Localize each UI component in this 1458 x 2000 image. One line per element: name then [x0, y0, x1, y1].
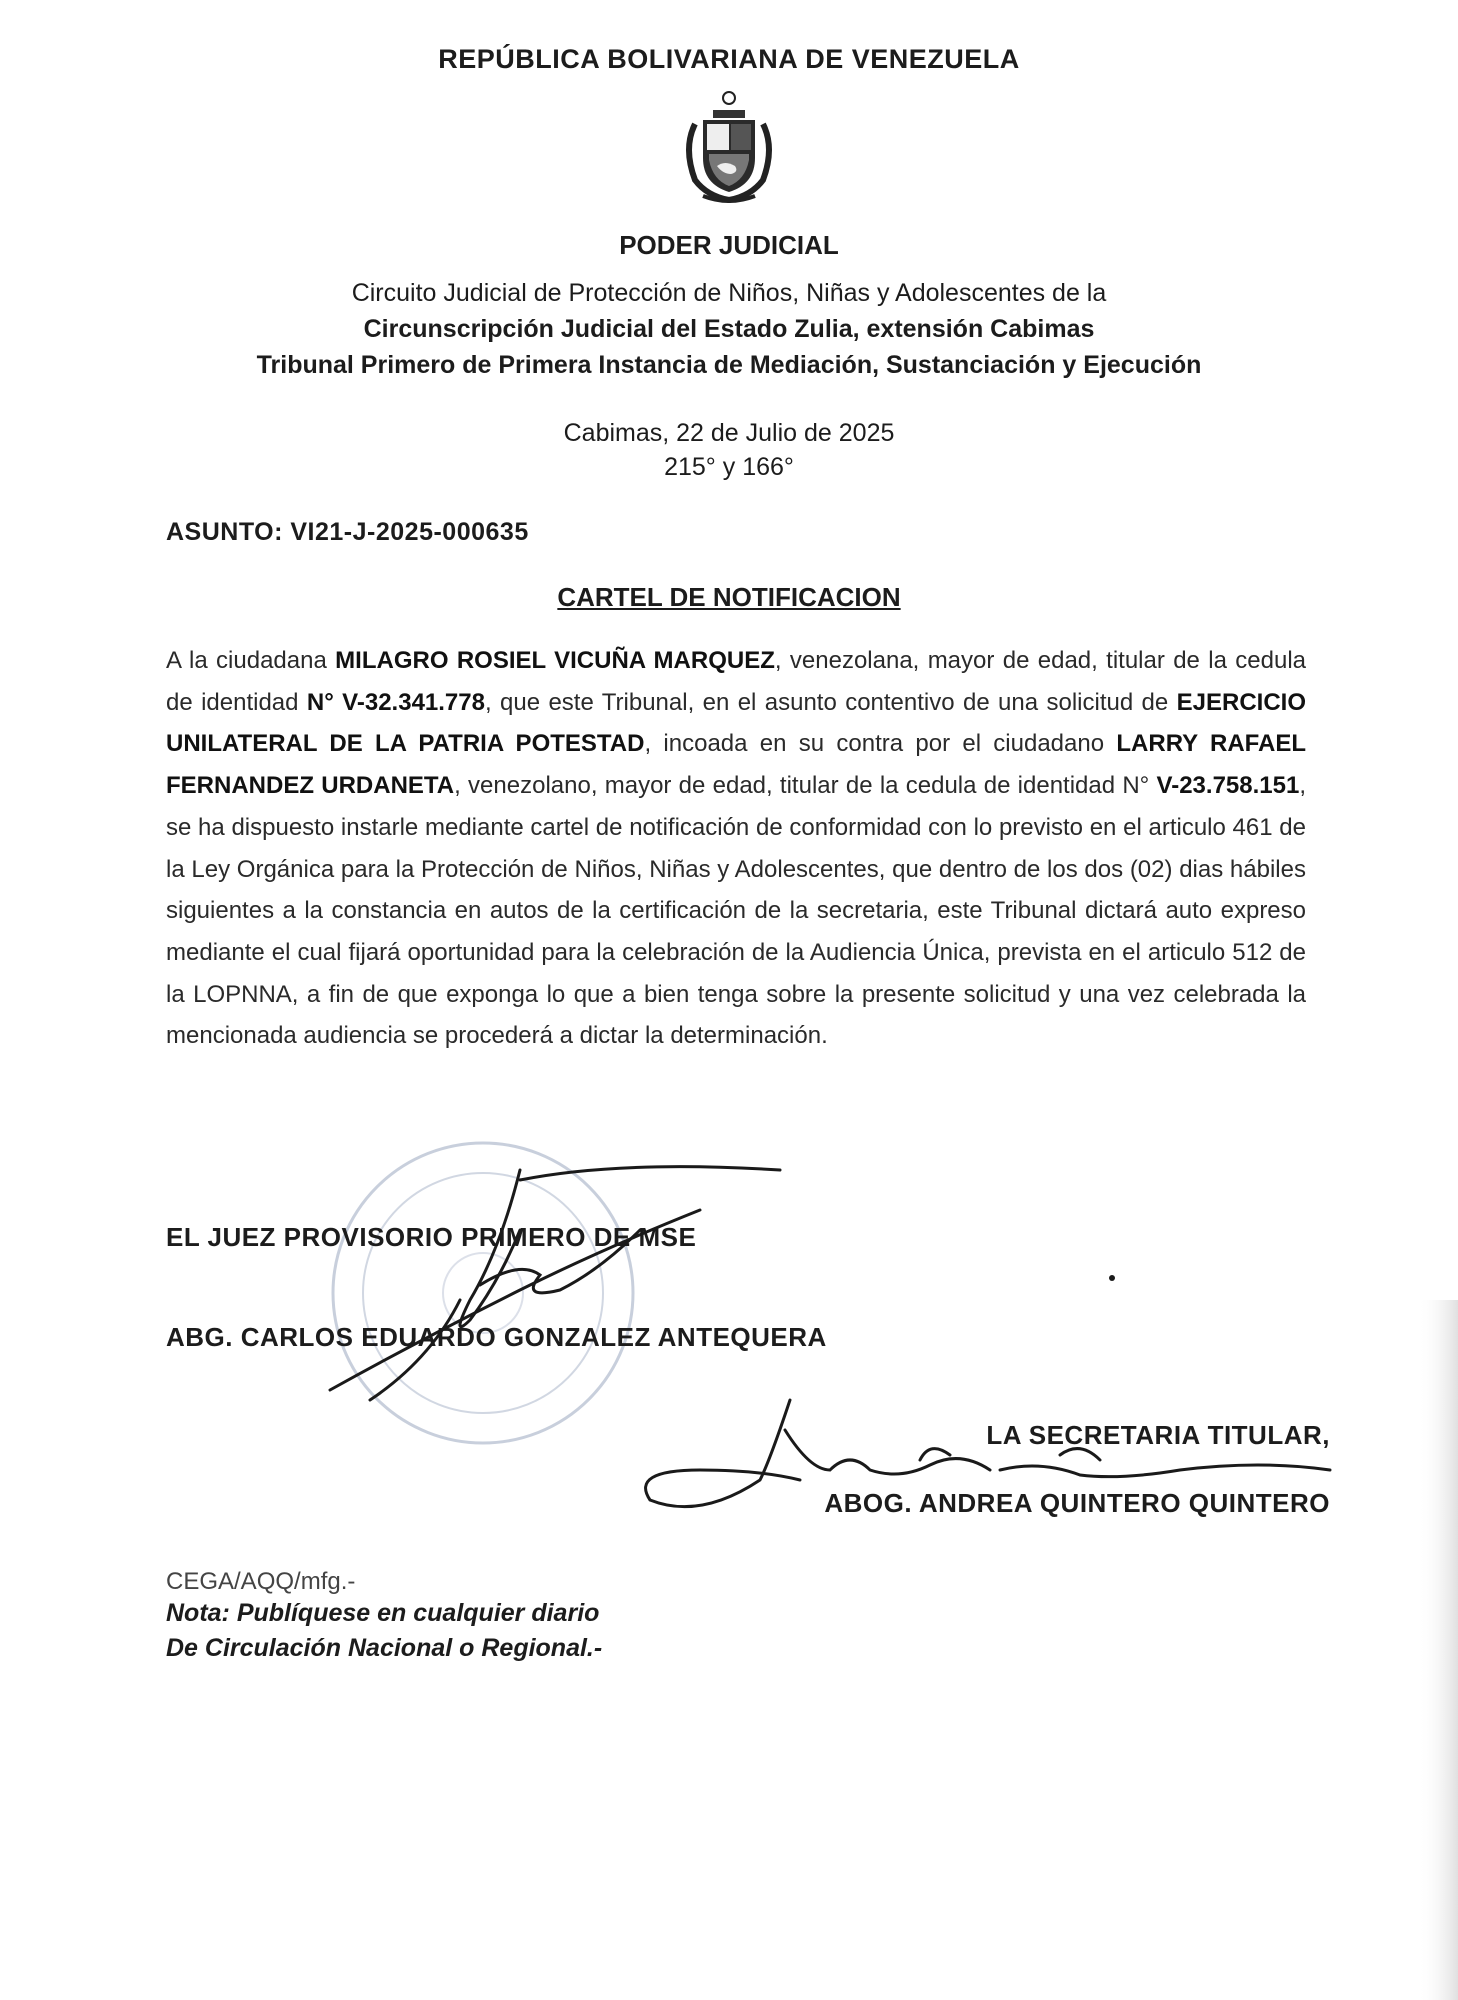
- years-line: 215° y 166°: [664, 453, 794, 481]
- reference-initials: CEGA/AQQ/mfg.-: [166, 1568, 356, 1595]
- body-text-4: , incoada en su contra por el ciudadano: [644, 730, 1117, 758]
- date-block: [0, 416, 1458, 484]
- court-stamp-icon: [318, 1128, 648, 1458]
- circuit-line-1: Circuito Judicial de Protección de Niños, Niñas y Adolescentes de la: [351, 279, 1107, 307]
- body-text-1: A la ciudadana: [166, 647, 336, 674]
- circuit-line-3: Tribunal Primero de Primera Instancia de Mediación, Sustanciación y Ejecución: [256, 351, 1202, 379]
- petitioner-id: V-23.758.151: [1156, 772, 1300, 800]
- notification-body: [166, 640, 1306, 1057]
- body-text-5: , venezolano, mayor de edad, titular de la cedula de identidad N°: [454, 772, 1157, 800]
- judicial-power-heading: PODER JUDICIAL: [619, 230, 839, 260]
- paper-edge-shading: [1418, 1300, 1458, 2000]
- respondent-id: N° V-32.341.778: [306, 688, 485, 716]
- publication-note: [166, 1596, 602, 1666]
- secretary-title: LA SECRETARIA TITULAR,: [986, 1420, 1330, 1450]
- note-line-2: De Circulación Nacional o Regional.-: [166, 1634, 603, 1662]
- judge-name: ABG. CARLOS EDUARDO GONZALEZ ANTEQUERA: [166, 1322, 827, 1352]
- document-title: CARTEL DE NOTIFICACION: [557, 582, 901, 612]
- respondent-name: MILAGRO ROSIEL VICUÑA MARQUEZ: [335, 647, 775, 674]
- note-line-1: Nota: Publíquese en cualquier diario: [166, 1599, 600, 1627]
- secretary-name: ABOG. ANDREA QUINTERO QUINTERO: [824, 1488, 1330, 1518]
- country-heading: REPÚBLICA BOLIVARIANA DE VENEZUELA: [438, 44, 1020, 74]
- request-type: EJERCICIO UNILATERAL DE LA PATRIA POTESTAD: [166, 688, 1307, 758]
- body-text-6: , se ha dispuesto instarle mediante cartel de notificación de conformidad con lo previsto en el articulo 461 de la Ley Orgánica para la Protección de Niños, Niñas y Adolescentes, que dentro de los dos (02) dias hábiles siguientes a la constancia en autos de la certificación de la secretaria, este Tribunal dictará auto expreso mediante el cual fijará oportunidad para la celebración de la Audiencia Única, prevista en el articulo 512 de la LOPNNA, a fin de que exponga lo que a bien tenga sobre la presente solicitud y una vez celebrada la mencionada audiencia se procederá a dictar la determinación.: [166, 772, 1306, 1050]
- body-text-2: , venezolana, mayor de edad, titular de la cedula de identidad: [166, 647, 1306, 716]
- case-number: ASUNTO: VI21-J-2025-000635: [166, 518, 529, 546]
- petitioner-name: LARRY RAFAEL FERNANDEZ URDANETA: [166, 730, 1306, 800]
- judge-title: EL JUEZ PROVISORIO PRIMERO DE MSE: [166, 1222, 697, 1252]
- coat-of-arms-icon: [673, 88, 785, 206]
- body-text-3: , que este Tribunal, en el asunto contentivo de una solicitud de: [484, 688, 1177, 716]
- place-date: Cabimas, 22 de Julio de 2025: [563, 419, 895, 447]
- circuit-line-2: Circunscripción Judicial del Estado Zulia, extensión Cabimas: [363, 315, 1095, 343]
- court-circuit-heading: [0, 275, 1458, 383]
